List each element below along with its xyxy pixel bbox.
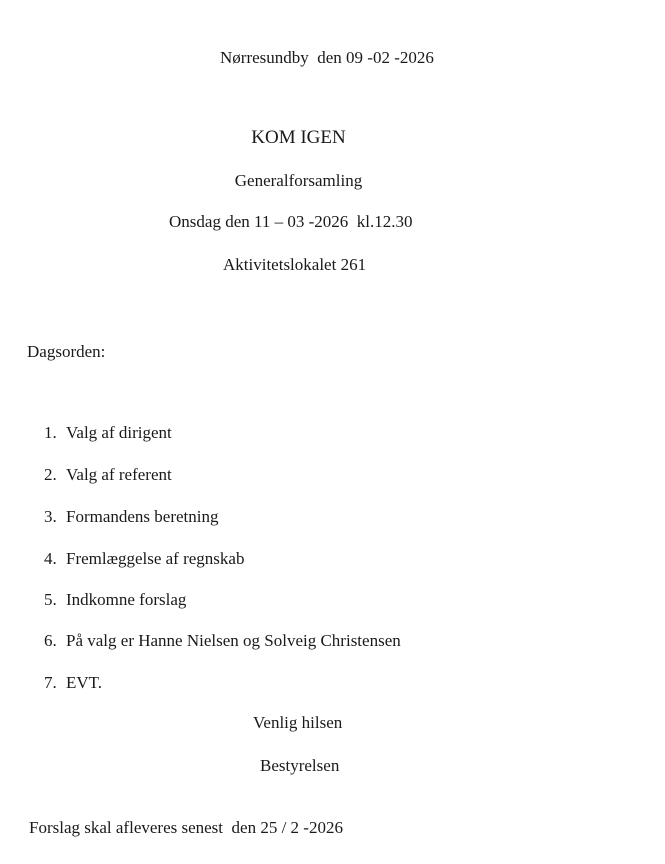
agenda-item-text: Fremlæggelse af regnskab xyxy=(66,549,245,568)
meeting-type: Generalforsamling xyxy=(234,171,363,190)
agenda-heading: Dagsorden: xyxy=(27,342,106,361)
closing-greeting: Venlig hilsen xyxy=(253,713,343,732)
agenda-item-text: Valg af dirigent xyxy=(66,423,172,442)
agenda-item-number: 1. xyxy=(44,423,57,442)
agenda-item-text: EVT. xyxy=(66,673,103,692)
meeting-datetime: Onsdag den 11 – 03 -2026 kl.12.30 xyxy=(169,212,413,231)
agenda-item-number: 3. xyxy=(44,507,57,526)
club-name-heading: KOM IGEN xyxy=(251,127,346,148)
agenda-item-text: Formandens beretning xyxy=(66,507,219,526)
agenda-item-number: 4. xyxy=(44,549,57,568)
agenda-item-number: 5. xyxy=(44,590,57,609)
agenda-item-text: Indkomne forslag xyxy=(66,590,187,609)
agenda-item xyxy=(27,653,102,713)
agenda-item-text: Valg af referent xyxy=(66,465,172,484)
deadline-note: Forslag skal afleveres senest den 25 / 2 -2026 xyxy=(29,818,343,837)
agenda-item-number: 2. xyxy=(44,465,57,484)
agenda-item-number: 7. xyxy=(44,673,57,692)
meeting-location: Aktivitetslokalet 261 xyxy=(223,255,367,274)
agenda-item-text: På valg er Hanne Nielsen og Solveig Christensen xyxy=(66,631,401,650)
place-and-date: Nørresundby den 09 -02 -2026 xyxy=(220,48,434,67)
agenda-item-number: 6. xyxy=(44,631,57,650)
signature: Bestyrelsen xyxy=(260,756,340,775)
